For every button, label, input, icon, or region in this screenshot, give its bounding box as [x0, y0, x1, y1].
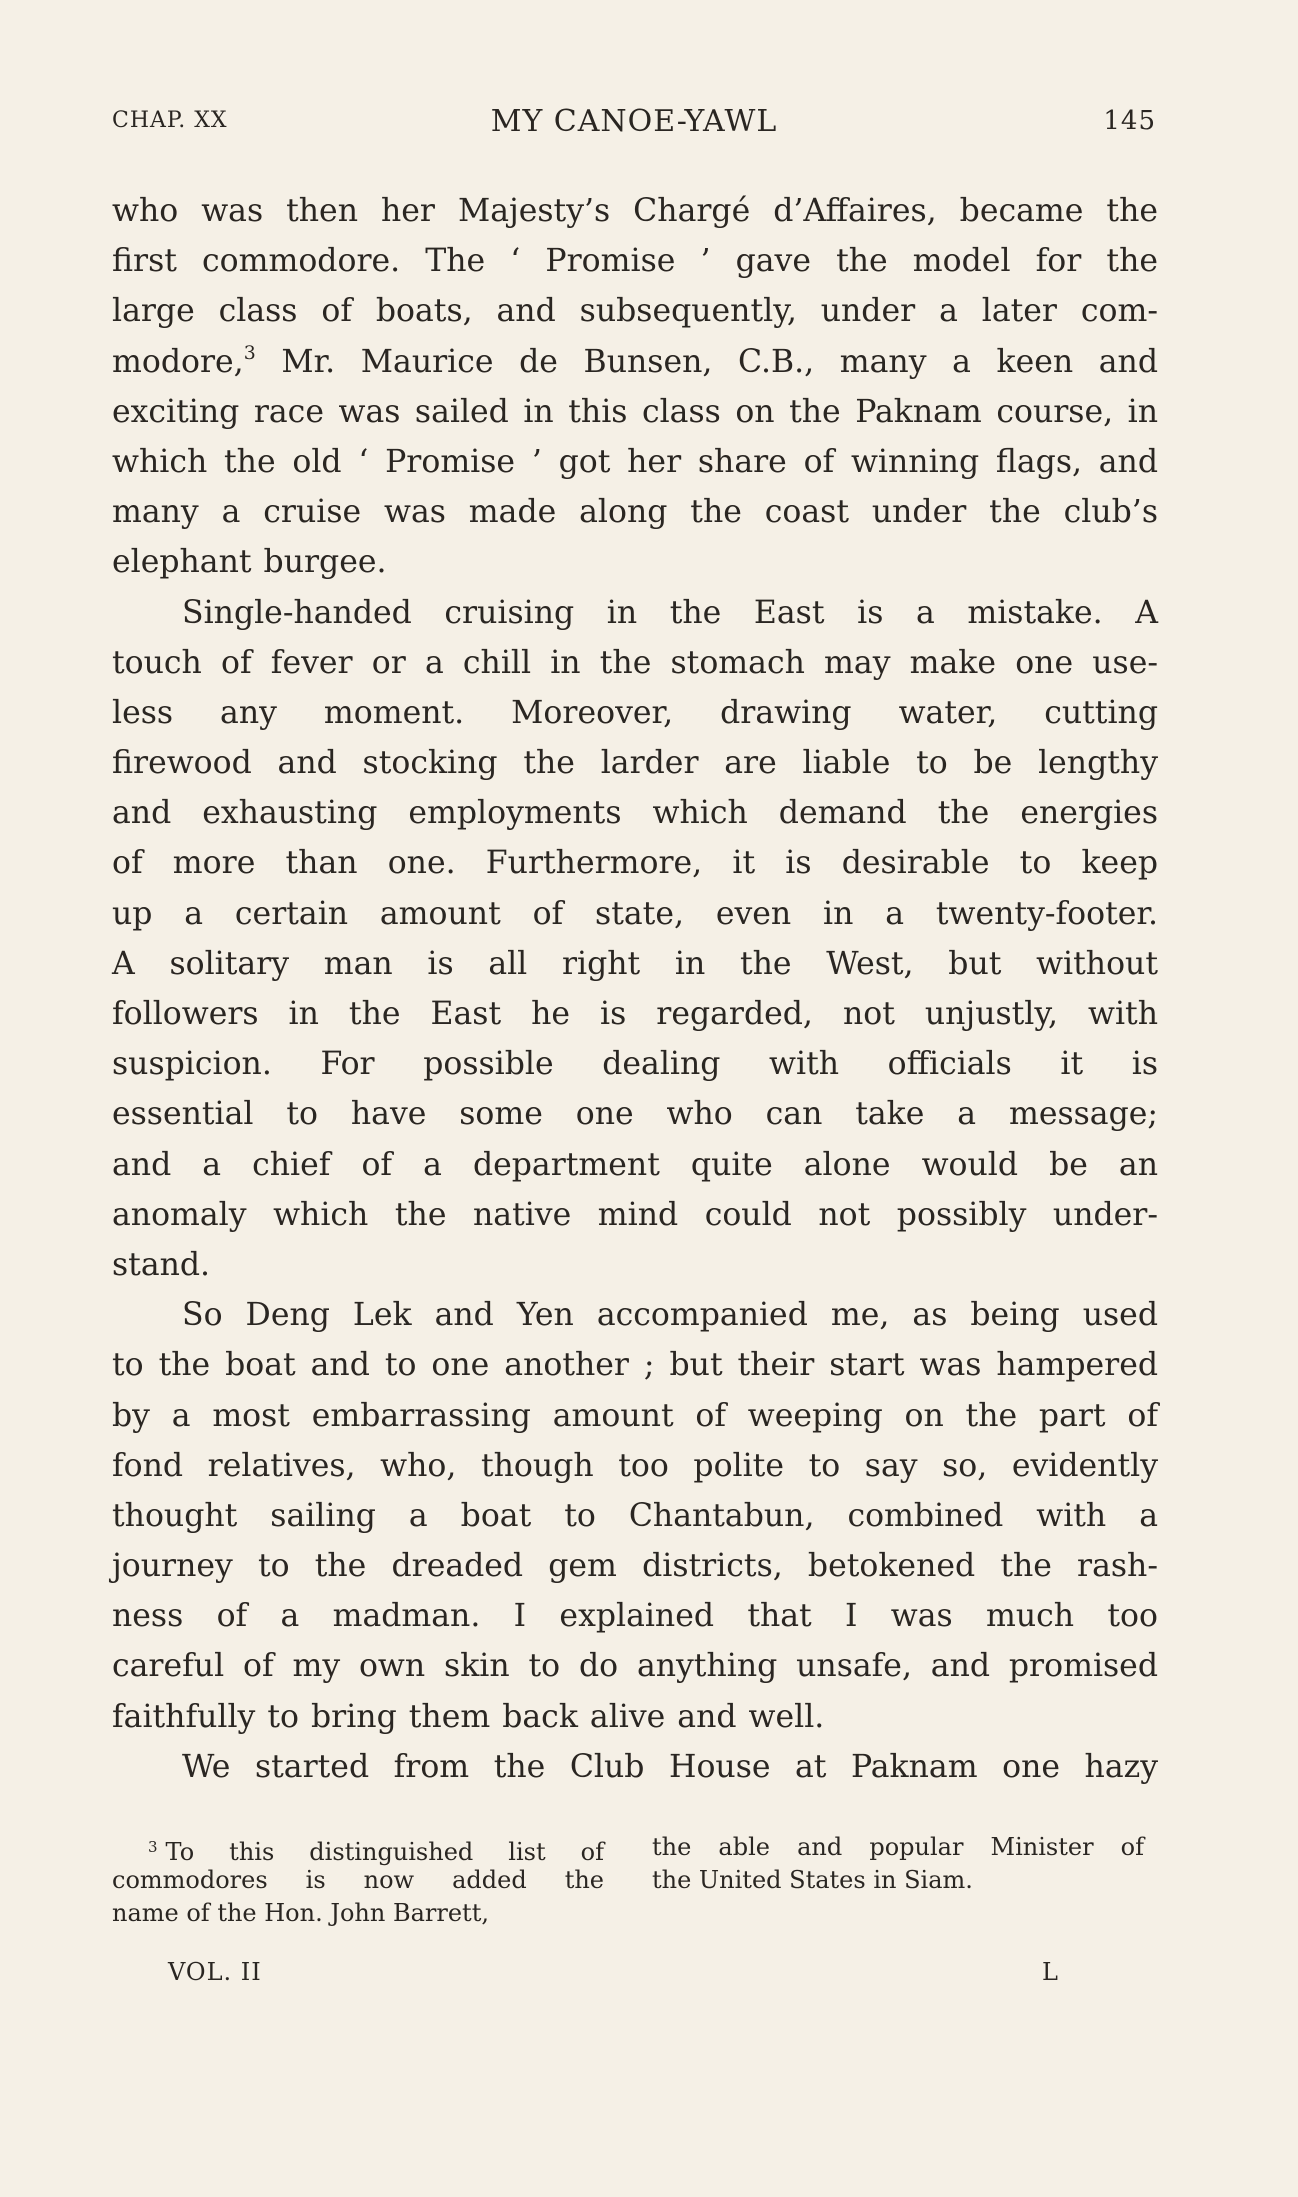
footnote-marker: 3 — [148, 1838, 158, 1856]
footnote-line: name of the Hon. John Barrett, — [112, 1899, 489, 1927]
text-segment: Mr. Maurice de Bunsen, C.B., many a keen and — [255, 343, 1158, 380]
text-line: first commodore. The ‘ Promise ’ gave the model for the — [112, 243, 1158, 280]
text-line: suspicion. For possible dealing with officials it is — [112, 1046, 1158, 1083]
text-segment: modore, — [112, 343, 244, 380]
footnote-line — [112, 1831, 604, 1864]
chapter-label: CHAP. XX — [112, 108, 228, 133]
page-number: 145 — [1103, 106, 1156, 136]
footnote-column-right — [652, 1831, 1144, 1897]
text-line: large class of boats, and subsequently, under a later com- — [112, 293, 1158, 330]
text-line: ness of a madman. I explained that I was much too — [112, 1598, 1158, 1635]
text-line: So Deng Lek and Yen accompanied me, as being used — [182, 1297, 1158, 1334]
footnote-line: commodores is now added the — [112, 1866, 604, 1894]
text-line: essential to have some one who can take a message; — [112, 1096, 1158, 1133]
text-line: to the boat and to one another ; but their start was hampered — [112, 1347, 1158, 1384]
text-line: stand. — [112, 1246, 211, 1283]
text-line: less any moment. Moreover, drawing water, cutting — [112, 694, 1158, 731]
text-line: anomaly which the native mind could not possibly under- — [112, 1196, 1158, 1233]
body-text — [112, 186, 1158, 1792]
text-line: fond relatives, who, though too polite to say so, evidently — [112, 1447, 1158, 1484]
text-line: Single-handed cruising in the East is a mistake. A — [182, 594, 1158, 631]
text-line: A solitary man is all right in the West, but without — [112, 945, 1158, 982]
footnote-column-left — [112, 1831, 604, 1930]
running-title: MY CANOE-YAWL — [490, 104, 778, 139]
text-line: and exhausting employments which demand the energies — [112, 795, 1158, 832]
volume-label: VOL. II — [168, 1958, 262, 1986]
footnote-reference: 3 — [243, 341, 256, 364]
text-line: many a cruise was made along the coast under the club’s — [112, 494, 1158, 531]
footnote-line: the United States in Siam. — [652, 1866, 973, 1894]
text-line: who was then her Majesty’s Chargé d’Affaires, became the — [112, 193, 1158, 229]
text-line: touch of fever or a chill in the stomach may make one use- — [112, 644, 1158, 681]
footnote-line: the able and popular Minister of — [652, 1833, 1144, 1861]
text-line: which the old ‘ Promise ’ got her share of winning flags, and — [112, 443, 1158, 480]
text-line: by a most embarrassing amount of weeping on the part of — [112, 1397, 1158, 1434]
text-line: faithfully to bring them back alive and well. — [112, 1698, 825, 1735]
signature-line — [112, 1958, 1158, 1998]
signature-mark: L — [1042, 1958, 1059, 1986]
footnote-text: To this distinguished list of — [165, 1838, 604, 1866]
running-header — [112, 104, 1156, 144]
text-line — [112, 337, 1158, 387]
text-line: followers in the East he is regarded, not unjustly, with — [112, 996, 1158, 1032]
text-line: journey to the dreaded gem districts, betokened the rash- — [112, 1548, 1158, 1585]
text-line: thought sailing a boat to Chantabun, combined with a — [112, 1497, 1158, 1534]
text-line: careful of my own skin to do anything unsafe, and promised — [112, 1648, 1158, 1685]
text-line: exciting race was sailed in this class on the Paknam course, in — [112, 393, 1158, 430]
text-line: of more than one. Furthermore, it is desirable to keep — [112, 845, 1158, 882]
text-line: and a chief of a department quite alone would be an — [112, 1146, 1158, 1183]
text-line: We started from the Club House at Paknam one hazy — [182, 1748, 1158, 1785]
text-line: up a certain amount of state, even in a twenty-footer. — [112, 895, 1158, 932]
text-line: elephant burgee. — [112, 544, 387, 581]
text-line: firewood and stocking the larder are liable to be lengthy — [112, 745, 1158, 782]
